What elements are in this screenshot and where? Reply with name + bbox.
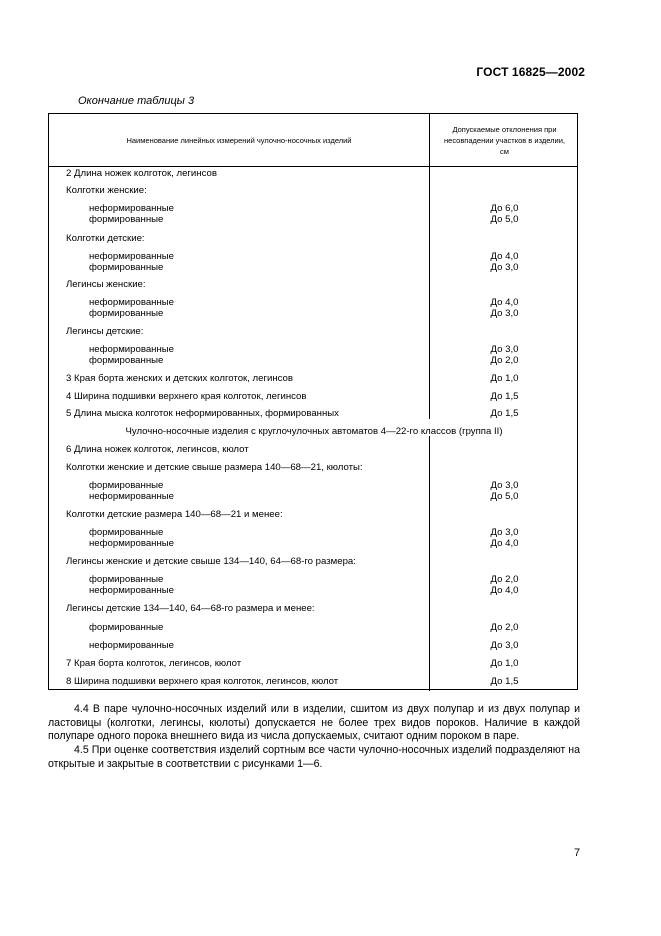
table-row-name: Легинсы женские: <box>66 279 146 290</box>
table-row-value: До 1,0 <box>490 658 519 669</box>
table-row-name: Колготки женские и детские свыше размера 140—68—21, кюлоты: <box>66 462 363 473</box>
table-row-value: До 3,0 <box>490 262 519 273</box>
table-row-value: До 3,0 <box>490 640 519 651</box>
table-caption: Окончание таблицы 3 <box>78 95 195 107</box>
table-row-value: До 3,0 <box>490 480 519 491</box>
table-row-name: неформированные <box>89 344 174 355</box>
page-number: 7 <box>574 847 581 859</box>
table-row-value: До 3,0 <box>490 527 519 538</box>
standard-header: ГОСТ 16825—2002 <box>476 65 585 79</box>
table-row-value: До 4,0 <box>490 538 519 549</box>
table-row-value: До 4,0 <box>490 585 519 596</box>
table-row-name: Легинсы детские 134—140, 64—68-го размера и менее: <box>66 603 315 614</box>
table-row-value: До 3,0 <box>490 344 519 355</box>
table-row-name: формированные <box>89 214 164 225</box>
table-row-name: 7 Края борта колготок, легинсов, кюлот <box>66 658 242 669</box>
table-row-value: До 1,5 <box>490 676 519 687</box>
table-row-name: неформированные <box>89 538 174 549</box>
table-row-name: формированные <box>89 480 164 491</box>
table-row-name: 3 Края борта женских и детских колготок, легинсов <box>66 373 293 384</box>
table-row-value: До 4,0 <box>490 251 519 262</box>
table-row-value: До 1,5 <box>490 391 519 402</box>
table-row-name: Легинсы детские: <box>66 326 144 337</box>
table-row-name: неформированные <box>89 251 174 262</box>
table-row-name: 5 Длина мыска колготок неформированных, формированных <box>66 408 339 419</box>
table-row-value: До 5,0 <box>490 491 519 502</box>
table-group-heading: Чулочно-носочные изделия с круглочулочных автоматов 4—22-го классов (группа II) <box>125 426 503 437</box>
table-row-value: До 3,0 <box>490 308 519 319</box>
table-row-name: формированные <box>89 574 164 585</box>
table-row-name: формированные <box>89 262 164 273</box>
table-row-value: До 5,0 <box>490 214 519 225</box>
table-row-name: формированные <box>89 355 164 366</box>
table-row-name: формированные <box>89 622 164 633</box>
paragraph-4-4: 4.4 В паре чулочно-носочных изделий или в изделии, сшитом из двух полупар и из двух полупар и ластовицы (колготки, легинсы, кюлоты) допускается не более трех видов пороков. Наличие в каждой полупаре одного порока внешнего вида из числа допускаемых, считают одним пороком в паре. <box>48 703 580 742</box>
table-row-value: До 6,0 <box>490 203 519 214</box>
table-row-name: неформированные <box>89 585 174 596</box>
table-row-name: формированные <box>89 308 164 319</box>
table-row-name: 4 Ширина подшивки верхнего края колготок, легинсов <box>66 391 307 402</box>
column-divider-section2 <box>429 436 430 691</box>
table-row-value: До 4,0 <box>490 297 519 308</box>
table-row-value: До 1,5 <box>490 408 519 419</box>
table-row-name: неформированные <box>89 297 174 308</box>
table-header <box>49 114 577 167</box>
table-row-name: неформированные <box>89 640 174 651</box>
table-row-name: Колготки детские размера 140—68—21 и менее: <box>66 509 283 520</box>
table-row-name: Колготки детские: <box>66 233 145 244</box>
table-row-value: До 2,0 <box>490 574 519 585</box>
table-row-value: До 2,0 <box>490 355 519 366</box>
table-row-name: 6 Длина ножек колготок, легинсов, кюлот <box>66 444 249 455</box>
paragraph-4-5: 4.5 При оценке соответствия изделий сортным все части чулочно-носочных изделий подразделяют на открытые и закрытые в соответствии с рисунками 1—6. <box>48 744 580 770</box>
table-row-value: До 2,0 <box>490 622 519 633</box>
column-header-name: Наименование линейных измерений чулочно-носочных изделий <box>126 135 352 145</box>
table-row-name: 8 Ширина подшивки верхнего края колготок, легинсов, кюлот <box>66 676 339 687</box>
table-row-name: неформированные <box>89 491 174 502</box>
table-row-name: формированные <box>89 527 164 538</box>
table-row-value: До 1,0 <box>490 373 519 384</box>
table-row-name: Колготки женские: <box>66 185 147 196</box>
table-row-name: 2 Длина ножек колготок, легинсов <box>66 168 217 179</box>
table-row-name: неформированные <box>89 203 174 214</box>
deviation-table <box>48 113 578 690</box>
table-row-name: Легинсы женские и детские свыше 134—140, 64—68-го размера: <box>66 556 356 567</box>
column-header-deviation: Допускаемые отклонения при несовпадении участков в изделии, см <box>444 124 565 156</box>
